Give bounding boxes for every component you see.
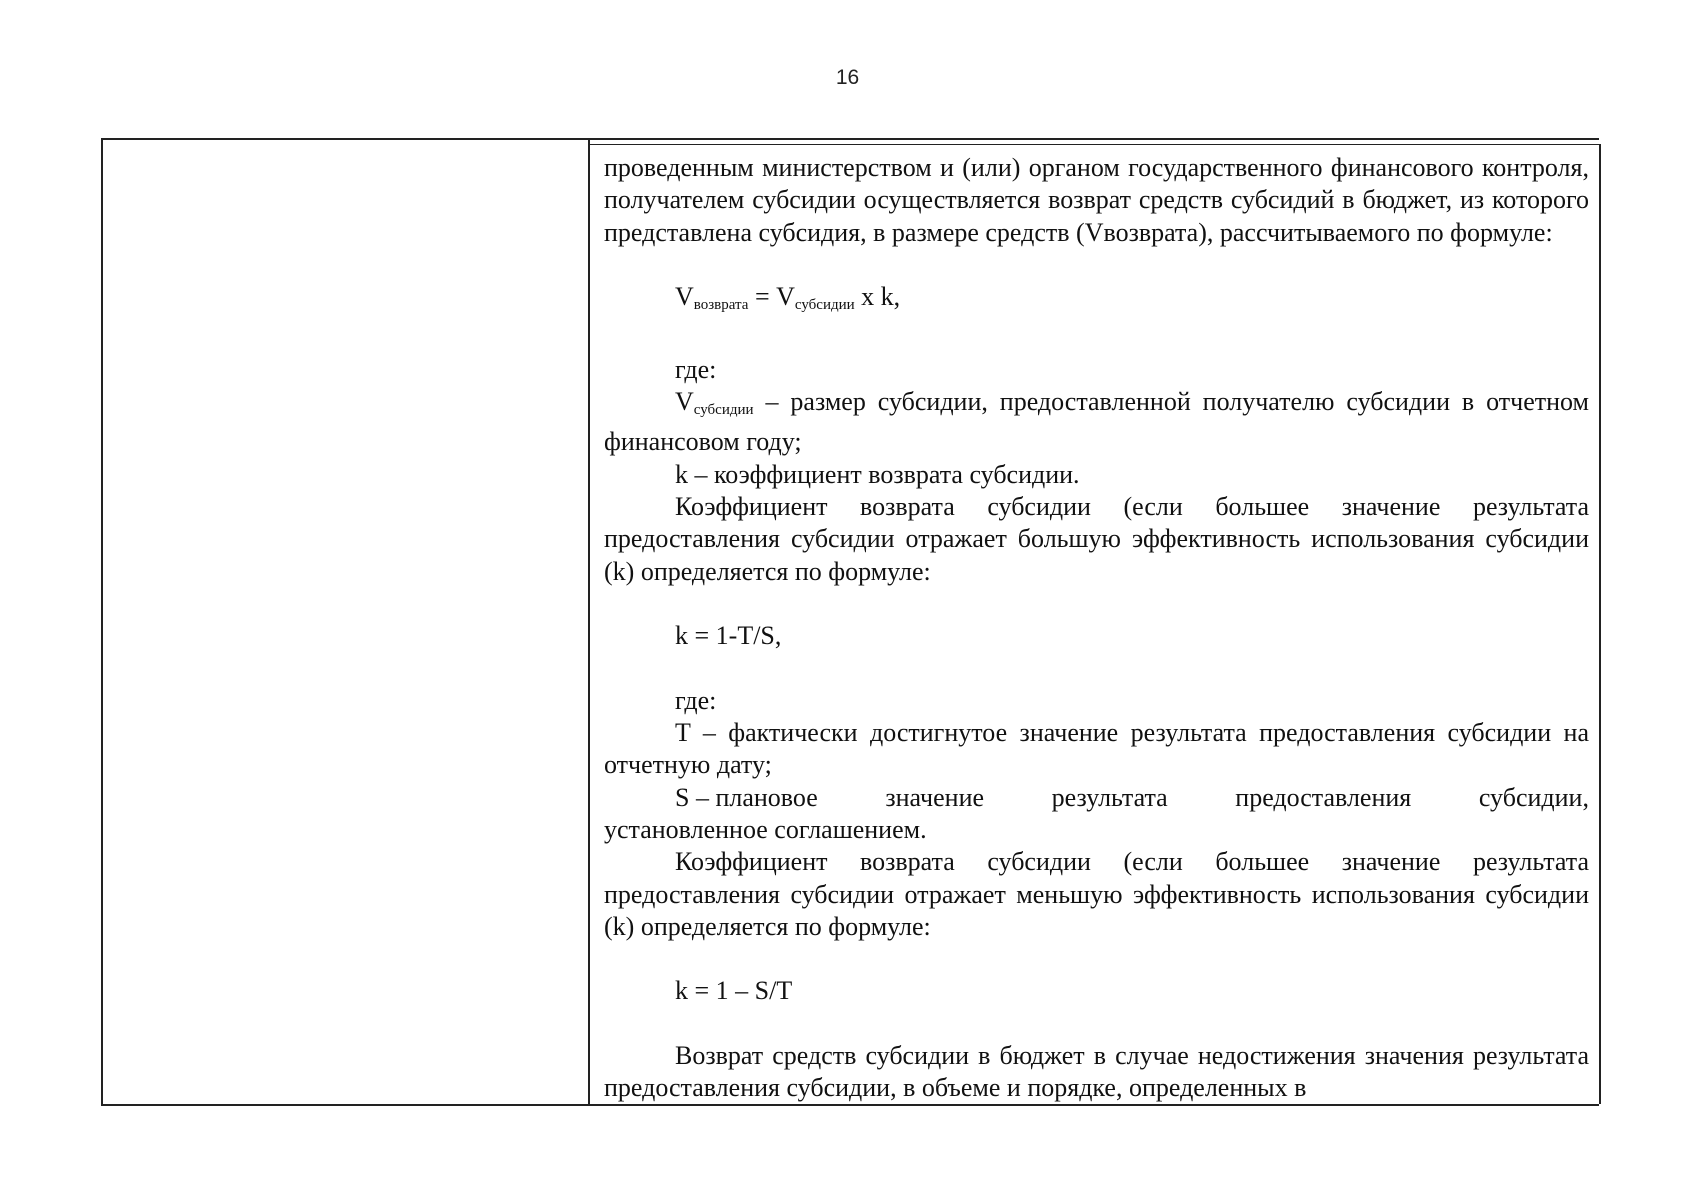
formula-subscript-subsidy: субсидии — [794, 297, 855, 314]
formula-equals: = V — [748, 282, 795, 312]
coefficient-paragraph-1: Коэффициент возврата субсидии (если большее значение результата предоставления субсидии отражает большую эффективность использования субсидии (k) определяется по формуле: — [604, 491, 1589, 586]
final-paragraph: Возврат средств субсидии в бюджет в случае недостижения значения результата предоставления субсидии, в объеме и порядке, определенных в — [604, 1041, 1589, 1103]
s-definition-word: субсидии, — [1478, 782, 1589, 812]
s-definition-word: результата — [1051, 782, 1168, 812]
formula-return-volume — [604, 281, 1589, 321]
s-definition-word: S – плановое — [675, 782, 818, 812]
where-label-2: где: — [675, 685, 717, 715]
cell-content — [604, 152, 1589, 1105]
spacer — [604, 1008, 1589, 1040]
s-definition-line — [604, 782, 1589, 814]
formula-k-s-over-t: k = 1 – S/T — [675, 976, 793, 1006]
spacer — [604, 321, 1589, 353]
spacer — [604, 249, 1589, 281]
spacer — [604, 588, 1589, 620]
vsub-text: – размер субсидии, предоставленной получателю субсидии в отчетном финансовом году; — [604, 387, 1589, 457]
formula-v: V — [675, 282, 694, 312]
k-definition: k – коэффициент возврата субсидии. — [675, 459, 1080, 489]
s-definition-continuation: установленное соглашением. — [604, 814, 927, 844]
vsub-subscript: субсидии — [693, 402, 754, 419]
table-left-cell — [103, 140, 590, 1104]
where-label-1: где: — [675, 354, 717, 384]
spacer — [604, 943, 1589, 975]
vsub-v: V — [675, 387, 694, 417]
document-table — [101, 138, 1599, 1106]
s-definition-word: предоставления — [1235, 782, 1412, 812]
t-definition: T – фактически достигнутое значение результата предоставления субсидии на отчетную дату; — [604, 718, 1589, 780]
formula-tail: x k, — [854, 282, 901, 312]
page-number: 16 — [835, 66, 860, 89]
vsubsidy-definition — [604, 386, 1589, 459]
spacer — [604, 652, 1589, 684]
coefficient-paragraph-2: Коэффициент возврата субсидии (если большее значение результата предоставления субсидии отражает меньшую эффективность использования субсидии (k) определяется по формуле: — [604, 847, 1589, 941]
formula-subscript-return: возврата — [693, 297, 749, 314]
s-definition-word: значение — [885, 782, 985, 812]
formula-k-t-over-s: k = 1-T/S, — [675, 621, 782, 651]
table-right-cell — [590, 144, 1601, 1104]
intro-paragraph: проведенным министерством и (или) органом государственного финансового контроля, получателем субсидии осуществляется возврат средств субсидий в бюджет, из которого представлена субсидия, в размере средств (Vвозврата), рассчитываемого по формуле: — [604, 153, 1589, 247]
